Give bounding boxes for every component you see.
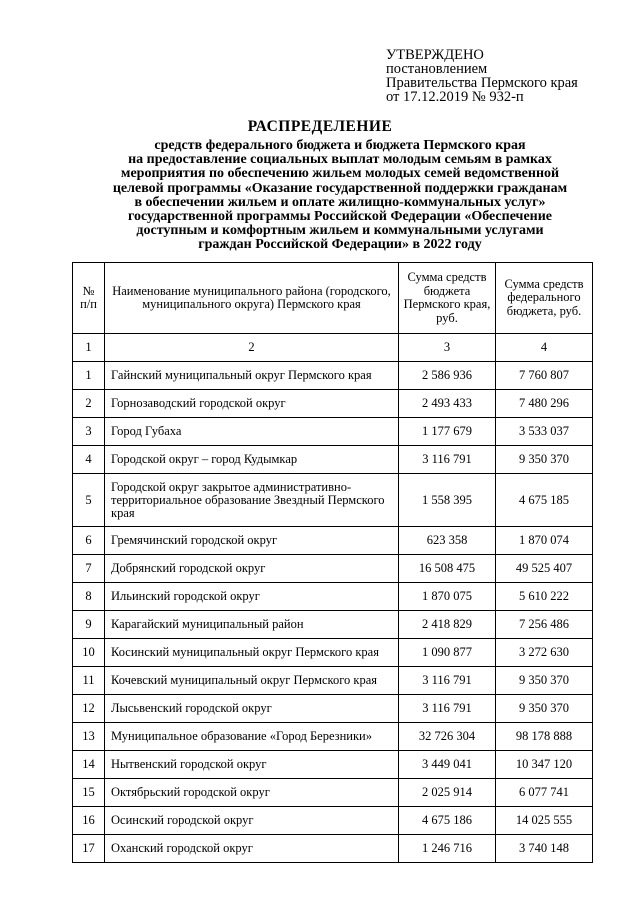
row-number: 15 <box>73 779 105 807</box>
district-name: Кочевский муниципальный округ Пермского края <box>105 667 399 695</box>
subtitle-line: граждан Российской Федерации» в 2022 году <box>198 237 482 253</box>
regional-amount: 3 449 041 <box>399 751 496 779</box>
distribution-table <box>72 262 593 863</box>
row-number: 16 <box>73 807 105 835</box>
regional-amount: 1 177 679 <box>399 418 496 446</box>
table-row <box>73 362 593 390</box>
table-row <box>73 583 593 611</box>
district-name: Городской округ закрытое административно-территориальное образование Звездный Пермского края <box>105 474 399 527</box>
federal-amount: 3 272 630 <box>496 639 593 667</box>
district-name: Добрянский городской округ <box>105 555 399 583</box>
regional-amount: 3 116 791 <box>399 667 496 695</box>
federal-amount: 7 480 296 <box>496 390 593 418</box>
regional-amount: 1 558 395 <box>399 474 496 527</box>
federal-amount: 14 025 555 <box>496 807 593 835</box>
district-name: Осинский городской округ <box>105 807 399 835</box>
federal-amount: 9 350 370 <box>496 695 593 723</box>
row-number: 12 <box>73 695 105 723</box>
header-name: Наименование муниципального района (городского, муниципального округа) Пермского края <box>105 263 399 334</box>
row-number: 14 <box>73 751 105 779</box>
table-row <box>73 527 593 555</box>
district-name: Гремячинский городской округ <box>105 527 399 555</box>
federal-amount: 4 675 185 <box>496 474 593 527</box>
regional-amount: 1 246 716 <box>399 835 496 863</box>
regional-amount: 2 586 936 <box>399 362 496 390</box>
approval-block <box>386 48 626 104</box>
federal-amount: 6 077 741 <box>496 779 593 807</box>
regional-amount: 3 116 791 <box>399 695 496 723</box>
district-name: Октябрьский городской округ <box>105 779 399 807</box>
district-name: Город Губаха <box>105 418 399 446</box>
regional-amount: 2 493 433 <box>399 390 496 418</box>
header-federal: Сумма средств федерального бюджета, руб. <box>496 263 593 334</box>
row-number: 3 <box>73 418 105 446</box>
row-number: 2 <box>73 390 105 418</box>
federal-amount: 5 610 222 <box>496 583 593 611</box>
document-subtitle <box>80 139 600 253</box>
table-row <box>73 667 593 695</box>
column-number: 4 <box>496 334 593 362</box>
regional-amount: 1 870 075 <box>399 583 496 611</box>
federal-amount: 3 533 037 <box>496 418 593 446</box>
column-number: 3 <box>399 334 496 362</box>
district-name: Оханский городской округ <box>105 835 399 863</box>
regional-amount: 3 116 791 <box>399 446 496 474</box>
subtitle-line: мероприятия по обеспечению жильем молодых семей ведомственной <box>120 166 560 182</box>
district-name: Ильинский городской округ <box>105 583 399 611</box>
table-row <box>73 446 593 474</box>
federal-amount: 9 350 370 <box>496 446 593 474</box>
approval-line: УТВЕРЖДЕНО <box>386 47 484 63</box>
federal-amount: 98 178 888 <box>496 723 593 751</box>
subtitle-line: государственной программы Российской Федерации «Обеспечение <box>127 209 553 225</box>
subtitle-line: средств федерального бюджета и бюджета Пермского края <box>154 138 526 153</box>
subtitle-line: доступным и комфортным жильем и коммунальными услугами <box>136 223 544 239</box>
table-row <box>73 807 593 835</box>
table-row <box>73 639 593 667</box>
federal-amount: 7 760 807 <box>496 362 593 390</box>
district-name: Нытвенский городской округ <box>105 751 399 779</box>
header-num: № п/п <box>73 263 105 334</box>
table-row <box>73 835 593 863</box>
row-number: 10 <box>73 639 105 667</box>
row-number: 1 <box>73 362 105 390</box>
table-row <box>73 751 593 779</box>
regional-amount: 2 418 829 <box>399 611 496 639</box>
table-row <box>73 695 593 723</box>
regional-amount: 623 358 <box>399 527 496 555</box>
district-name: Косинский муниципальный округ Пермского края <box>105 639 399 667</box>
federal-amount: 9 350 370 <box>496 667 593 695</box>
row-number: 4 <box>73 446 105 474</box>
federal-amount: 3 740 148 <box>496 835 593 863</box>
table-row <box>73 418 593 446</box>
column-number: 2 <box>105 334 399 362</box>
regional-amount: 32 726 304 <box>399 723 496 751</box>
approval-line: от 17.12.2019 № 932-п <box>386 89 524 105</box>
table-row <box>73 555 593 583</box>
federal-amount: 49 525 407 <box>496 555 593 583</box>
approval-line: постановлением <box>386 61 488 77</box>
column-number-row <box>73 334 593 362</box>
regional-amount: 2 025 914 <box>399 779 496 807</box>
district-name: Муниципальное образование «Город Березники» <box>105 723 399 751</box>
table-header-row <box>73 263 593 334</box>
header-regional: Сумма средств бюджета Пермского края, руб. <box>399 263 496 334</box>
row-number: 11 <box>73 667 105 695</box>
table-row <box>73 723 593 751</box>
row-number: 6 <box>73 527 105 555</box>
table-row <box>73 474 593 527</box>
table-row <box>73 390 593 418</box>
row-number: 5 <box>73 474 105 527</box>
subtitle-line: на предоставление социальных выплат молодым семьям в рамках <box>128 152 552 168</box>
district-name: Городской округ – город Кудымкар <box>105 446 399 474</box>
column-number: 1 <box>73 334 105 362</box>
approval-line: Правительства Пермского края <box>386 75 578 91</box>
subtitle-line: целевой программы «Оказание государственной поддержки гражданам <box>112 180 568 196</box>
regional-amount: 1 090 877 <box>399 639 496 667</box>
district-name: Горнозаводский городской округ <box>105 390 399 418</box>
table-row <box>73 779 593 807</box>
row-number: 8 <box>73 583 105 611</box>
row-number: 13 <box>73 723 105 751</box>
row-number: 9 <box>73 611 105 639</box>
table-row <box>73 611 593 639</box>
federal-amount: 7 256 486 <box>496 611 593 639</box>
district-name: Лысьвенский городской округ <box>105 695 399 723</box>
regional-amount: 16 508 475 <box>399 555 496 583</box>
regional-amount: 4 675 186 <box>399 807 496 835</box>
federal-amount: 1 870 074 <box>496 527 593 555</box>
row-number: 7 <box>73 555 105 583</box>
district-name: Карагайский муниципальный район <box>105 611 399 639</box>
document-title: РАСПРЕДЕЛЕНИЕ <box>247 118 393 135</box>
row-number: 17 <box>73 835 105 863</box>
subtitle-line: в обеспечении жильем и оплате жилищно-коммунальных услуг» <box>134 194 546 210</box>
federal-amount: 10 347 120 <box>496 751 593 779</box>
district-name: Гайнский муниципальный округ Пермского края <box>105 362 399 390</box>
